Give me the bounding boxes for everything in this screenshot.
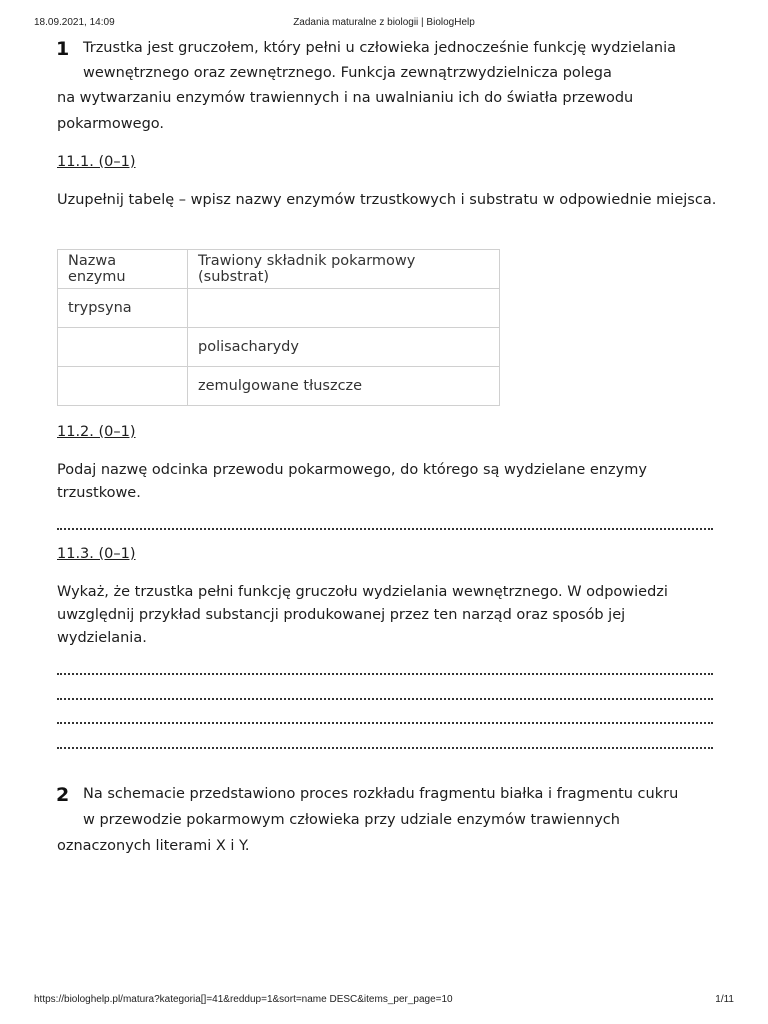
page-url: https://biologhelp.pl/matura?kategoria[]=41&reddup=1&sort=name DESC&items_per_page=10: [34, 994, 453, 1005]
table-cell: polisacharydy: [188, 328, 500, 367]
subquestion-11-1-instruction: Uzupełnij tabelę – wpisz nazwy enzymów trzustkowych i substratu w odpowiednie miejsca.: [57, 192, 717, 208]
subquestion-11-1-label: 11.1. (0–1): [57, 154, 136, 170]
answer-line[interactable]: [57, 747, 713, 749]
question-2-text-line2: w przewodzie pokarmowym człowieka przy udziale enzymów trawiennych: [83, 812, 620, 828]
question-1-text-line1: Trzustka jest gruczołem, który pełni u człowieka jednocześnie funkcję wydzielania: [83, 40, 677, 56]
table-row: [58, 328, 500, 367]
question-2-text-line1: Na schemacie przedstawiono proces rozkładu fragmentu białka i fragmentu cukru: [83, 786, 679, 802]
question-2-text-line3: oznaczonych literami X i Y.: [57, 838, 250, 854]
question-1-number: 1: [56, 38, 70, 60]
page-title: Zadania maturalne z biologii | BiologHelp: [293, 17, 475, 28]
table-header-enzyme: Nazwa enzymu: [58, 250, 188, 289]
table-cell-answer[interactable]: [58, 328, 188, 367]
question-1-text-line3: na wytwarzaniu enzymów trawiennych i na uwalnianiu ich do światła przewodu: [57, 90, 634, 106]
subquestion-11-2-instruction: Podaj nazwę odcinka przewodu pokarmowego, do którego są wydzielane enzymy trzustkowe.: [57, 462, 647, 501]
table-cell: zemulgowane tłuszcze: [188, 367, 500, 406]
enzyme-table: [57, 249, 500, 406]
question-1-text-line4: pokarmowego.: [57, 116, 165, 132]
answer-line[interactable]: [57, 722, 713, 724]
subquestion-11-3-label: 11.3. (0–1): [57, 546, 136, 562]
answer-line[interactable]: [57, 673, 713, 675]
question-2-number: 2: [56, 784, 70, 806]
table-cell-answer[interactable]: [188, 289, 500, 328]
page-number: 1/11: [715, 994, 734, 1005]
answer-line[interactable]: [57, 528, 713, 530]
question-1-text-line2: wewnętrznego oraz zewnętrznego. Funkcja zewnątrzwydzielnicza polega: [83, 65, 612, 81]
table-row: [58, 367, 500, 406]
table-cell-answer[interactable]: [58, 367, 188, 406]
subquestion-11-2-label: 11.2. (0–1): [57, 424, 136, 440]
subquestion-11-3-instruction: Wykaż, że trzustka pełni funkcję gruczołu wydzielania wewnętrznego. W odpowiedzi uwzględnij przykład substancji produkowanej przez ten narząd oraz sposób jej wydzielania.: [57, 584, 668, 646]
table-header-row: [58, 250, 500, 289]
print-date: 18.09.2021, 14:09: [34, 17, 115, 28]
table-cell: trypsyna: [58, 289, 188, 328]
table-header-substrate: Trawiony składnik pokarmowy (substrat): [188, 250, 500, 289]
answer-line[interactable]: [57, 698, 713, 700]
table-row: [58, 289, 500, 328]
